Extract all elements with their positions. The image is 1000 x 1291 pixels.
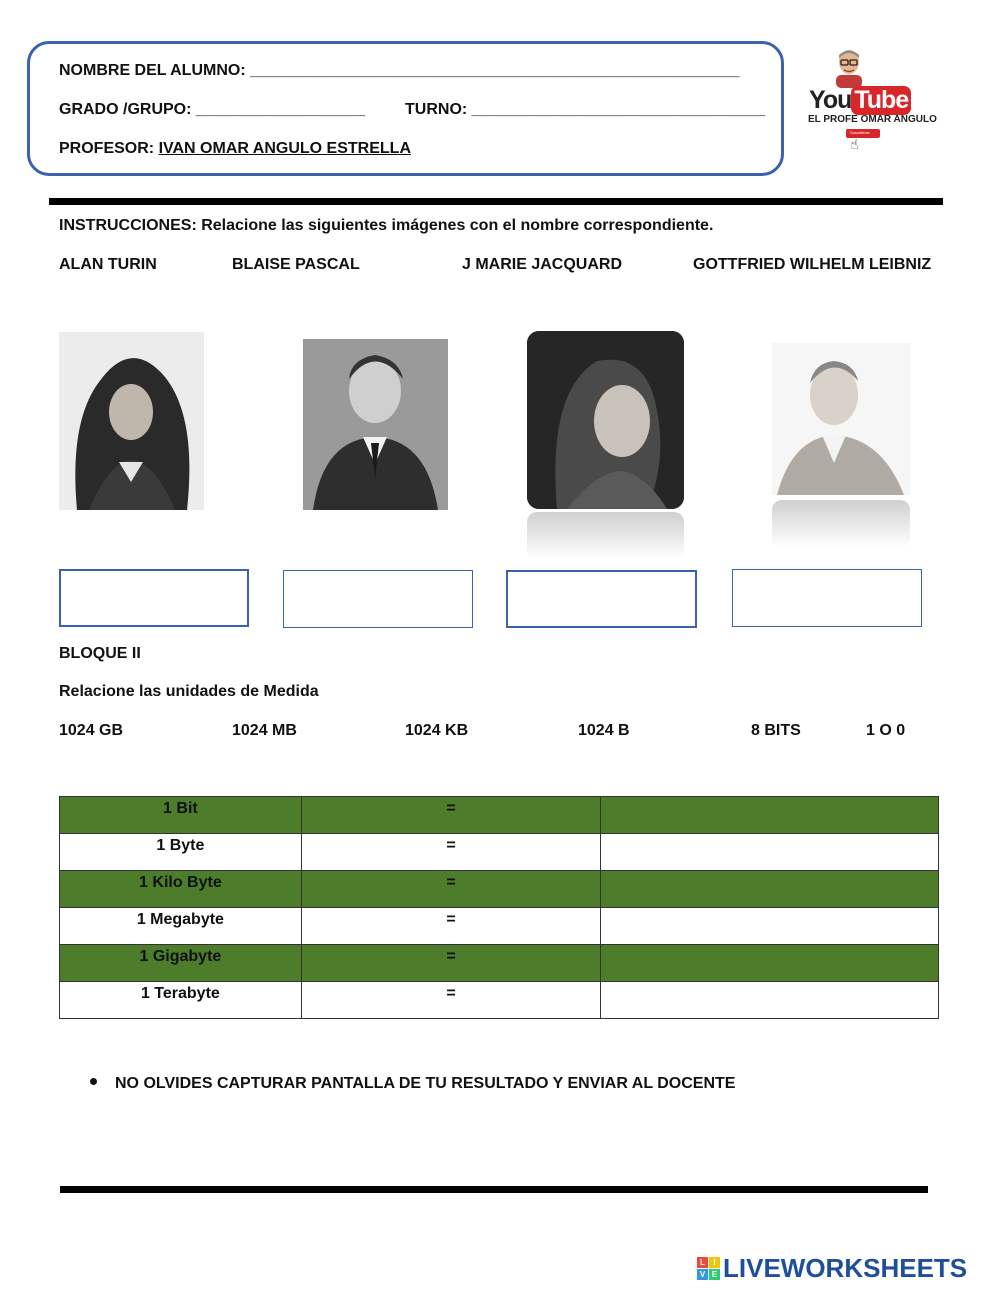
equals-sign: = [301, 908, 601, 945]
top-separator [49, 198, 943, 205]
table-row [60, 871, 939, 908]
name-option: ALAN TURIN [59, 256, 157, 273]
channel-name: EL PROFE OMAR ANGULO [808, 114, 937, 125]
answer-cell[interactable] [601, 945, 939, 982]
table-row [60, 945, 939, 982]
unit-option: 1 O 0 [866, 722, 906, 739]
unit-label: 1 Bit [60, 797, 302, 834]
units-table [59, 796, 939, 1019]
table-row [60, 834, 939, 871]
shift-line: TURNO: _________________________________ [405, 101, 766, 118]
unit-option: 1024 GB [59, 722, 124, 739]
liveworksheets-logo [697, 1253, 967, 1284]
unit-label: 1 Byte [60, 834, 302, 871]
answer-box-2[interactable] [283, 570, 473, 628]
teacher-name: IVAN OMAR ANGULO ESTRELLA [158, 140, 411, 157]
cursor-hand-icon: ☝ [850, 136, 859, 152]
answer-cell[interactable] [601, 797, 939, 834]
equals-sign: = [301, 871, 601, 908]
table-row [60, 908, 939, 945]
unit-label: 1 Gigabyte [60, 945, 302, 982]
teacher-line [59, 140, 411, 158]
answer-cell[interactable] [601, 834, 939, 871]
subscribe-label: Suscribirse [850, 130, 870, 135]
table-row [60, 797, 939, 834]
unit-option: 8 BITS [751, 722, 801, 739]
unit-option: 1024 MB [232, 722, 297, 739]
student-name-line: NOMBRE DEL ALUMNO: _______________________________________________________ [59, 62, 740, 79]
answer-cell[interactable] [601, 871, 939, 908]
reminder-text: NO OLVIDES CAPTURAR PANTALLA DE TU RESULTADO Y ENVIAR AL DOCENTE [115, 1075, 736, 1092]
table-row [60, 982, 939, 1019]
portrait-reflection [772, 500, 910, 548]
cartoon-teacher-icon [832, 48, 866, 88]
instructions: INSTRUCCIONES: Relacione las siguientes imágenes con el nombre correspondiente. [59, 217, 714, 234]
block-title: BLOQUE II [59, 645, 141, 662]
name-option: J MARIE JACQUARD [462, 256, 623, 273]
bullet-icon [90, 1078, 97, 1085]
reminder-item [90, 1075, 735, 1093]
equals-sign: = [301, 982, 601, 1019]
portrait-leibniz [59, 332, 204, 510]
portrait-pascal [527, 331, 684, 509]
answer-cell[interactable] [601, 982, 939, 1019]
name-option: GOTTFRIED WILHELM LEIBNIZ [693, 256, 932, 273]
answer-cell[interactable] [601, 908, 939, 945]
portrait-reflection [527, 512, 684, 560]
youtube-tube: Tube [851, 86, 911, 115]
portrait-jacquard [772, 343, 910, 495]
answer-box-1[interactable] [59, 569, 249, 627]
bottom-separator [60, 1186, 928, 1193]
portrait-turing [303, 339, 448, 510]
youtube-you: You [809, 86, 852, 114]
teacher-label: PROFESOR: [59, 140, 159, 157]
youtube-wordmark [809, 86, 911, 115]
name-option: BLAISE PASCAL [232, 256, 360, 273]
equals-sign: = [301, 797, 601, 834]
answer-box-3[interactable] [506, 570, 697, 628]
equals-sign: = [301, 945, 601, 982]
answer-box-4[interactable] [732, 569, 922, 627]
block-subtitle: Relacione las unidades de Medida [59, 683, 319, 700]
liveworksheets-wordmark: LIVEWORKSHEETS [723, 1253, 968, 1283]
liveworksheets-tiles-icon: L I V E [697, 1257, 720, 1280]
avatar [832, 48, 866, 88]
unit-option: 1024 B [578, 722, 630, 739]
unit-label: 1 Megabyte [60, 908, 302, 945]
unit-label: 1 Terabyte [60, 982, 302, 1019]
youtube-channel-logo [808, 48, 937, 156]
equals-sign: = [301, 834, 601, 871]
unit-option: 1024 KB [405, 722, 469, 739]
unit-label: 1 Kilo Byte [60, 871, 302, 908]
grade-group-line: GRADO /GRUPO: ___________________ [59, 101, 365, 118]
